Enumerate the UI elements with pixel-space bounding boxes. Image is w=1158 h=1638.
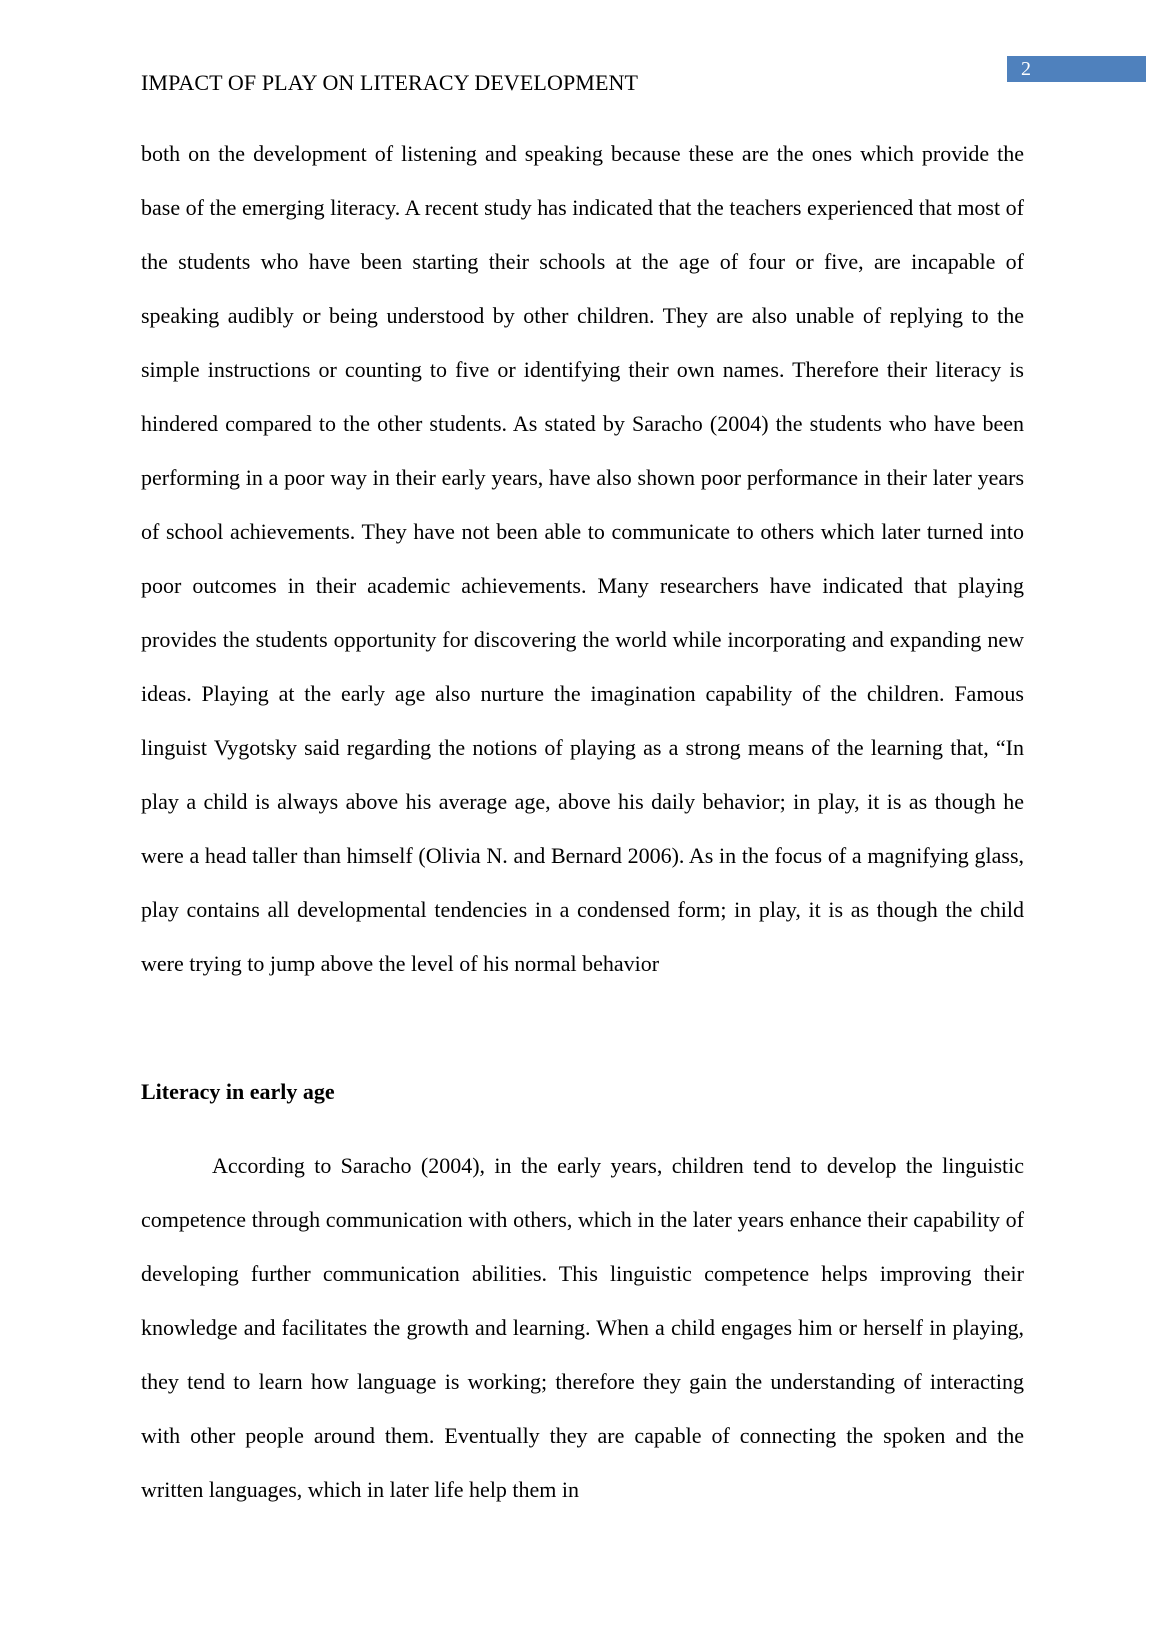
section-heading: Literacy in early age (141, 1079, 335, 1104)
page-number: 2 (1007, 56, 1146, 82)
body-paragraph: both on the development of listening and speaking because these are the ones which provide the base of the emerging literacy. A recent study has indicated that the teachers experienced that most of the students who have been starting their schools at the age of four or five, are incapable of speaking audibly or being understood by other children. They are also unable of replying to the simple instructions or counting to five or identifying their own names. Therefore their literacy is hindered compared to the other students. As stated by Saracho (2004) the students who have been performing in a poor way in their early years, have also shown poor performance in their later years of school achievements. They have not been able to communicate to others which later turned into poor outcomes in their academic achievements. Many researchers have indicated that playing provides the students opportunity for discovering the world while incorporating and expanding new ideas. Playing at the early age also nurture the imagination capability of the children. Famous linguist Vygotsky said regarding the notions of playing as a strong means of the learning that, “In play a child is always above his average age, above his daily behavior; in play, it is as though he were a head taller than himself (Olivia N. and Bernard 2006). As in the focus of a magnifying glass, play contains all developmental tendencies in a condensed form; in play, it is as though the child were trying to jump above the level of his normal behavior (141, 141, 1024, 976)
running-head: IMPACT OF PLAY ON LITERACY DEVELOPMENT (141, 70, 639, 95)
body-paragraph: According to Saracho (2004), in the early years, children tend to develop the linguistic competence through communication with others, which in the later years enhance their capability of developing further communication abilities. This linguistic competence helps improving their knowledge and facilitates the growth and learning. When a child engages him or herself in playing, they tend to learn how language is working; therefore they gain the understanding of interacting with other people around them. Eventually they are capable of connecting the spoken and the written languages, which in later life help them in (141, 1153, 1024, 1502)
